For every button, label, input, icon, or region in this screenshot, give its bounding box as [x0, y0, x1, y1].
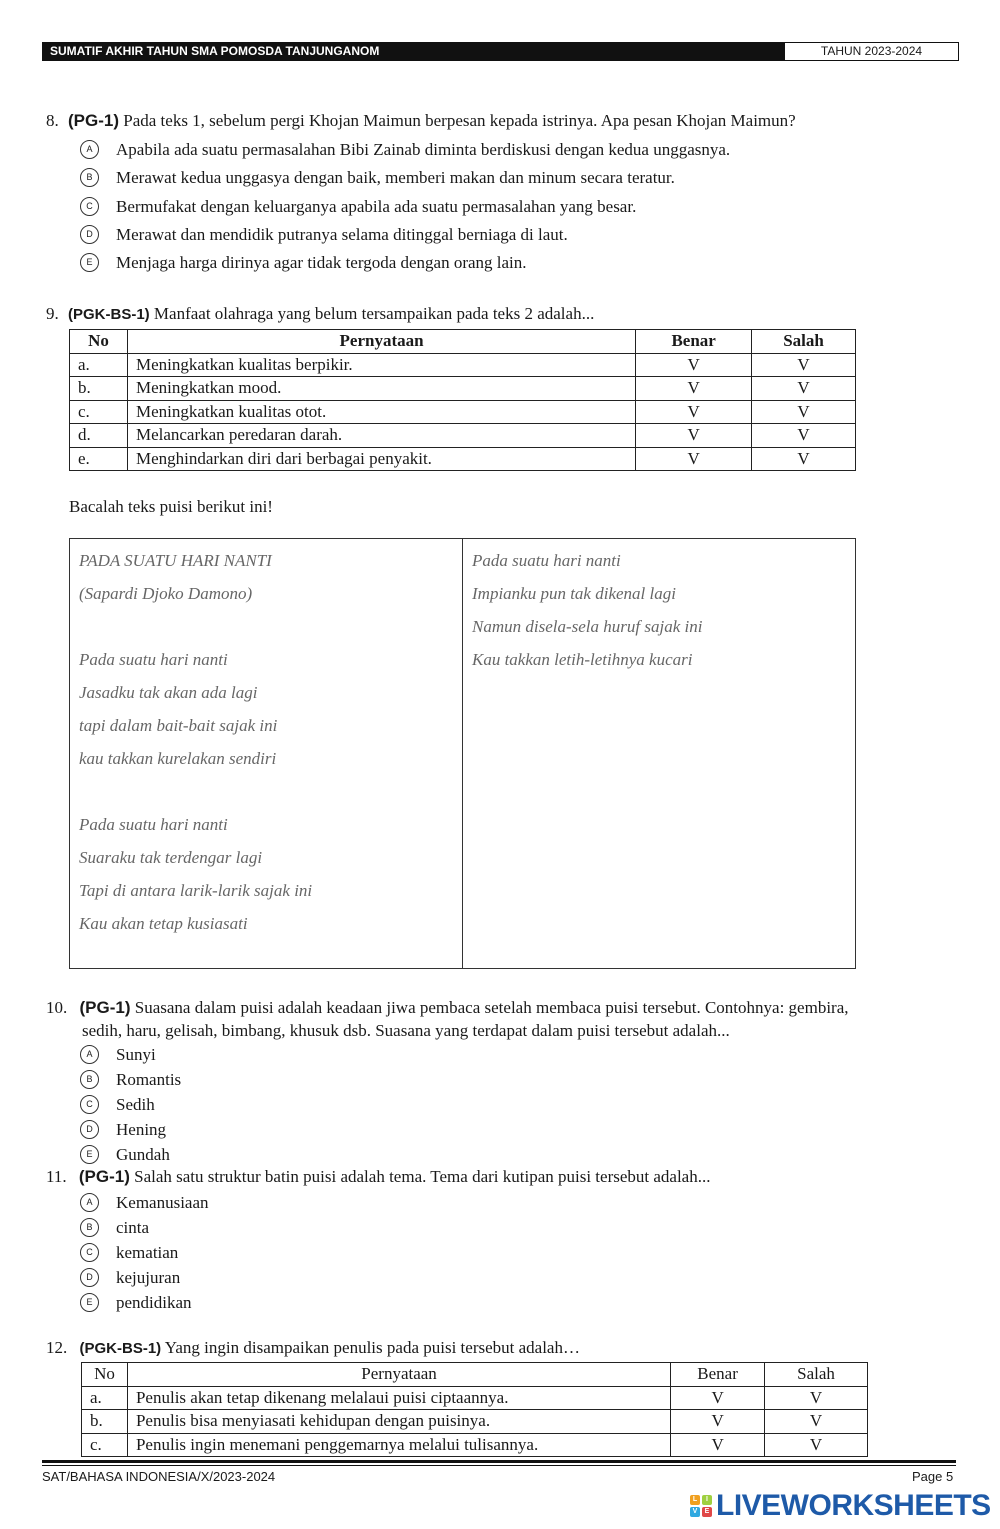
benar-checkbox[interactable]: V	[671, 1433, 765, 1457]
question-text-line2: sedih, haru, gelisah, bimbang, khusuk dsb. Suasana yang terdapat dalam puisi tersebut adalah...	[82, 1021, 730, 1040]
poem-line: Namun disela-sela huruf sajak ini	[472, 617, 703, 636]
question-tag: (PGK-BS-1)	[68, 306, 150, 323]
poem-line: (Sapardi Djoko Damono)	[79, 584, 253, 603]
poem-line: Kau akan tetap kusiasati	[79, 914, 248, 933]
option-b-text: Romantis	[116, 1070, 182, 1089]
option-c-radio[interactable]: C	[80, 1095, 99, 1114]
row-no: d.	[70, 424, 128, 448]
salah-checkbox[interactable]: V	[765, 1386, 868, 1410]
col-pernyataan: Pernyataan	[127, 1363, 670, 1387]
option-d-radio[interactable]: D	[80, 1268, 99, 1287]
table-header-row	[82, 1363, 868, 1387]
col-salah: Salah	[765, 1363, 868, 1387]
question-9	[46, 304, 594, 324]
poem-line: Pada suatu hari nanti	[472, 551, 621, 570]
q9-table	[69, 329, 856, 471]
salah-checkbox[interactable]: V	[752, 424, 856, 448]
col-benar: Benar	[671, 1363, 765, 1387]
col-salah: Salah	[752, 330, 856, 354]
question-12	[46, 1338, 580, 1358]
logo-text: LIVEWORKSHEETS	[716, 1489, 991, 1522]
footer-rule-thick	[42, 1460, 956, 1463]
option-a-text: Apabila ada suatu permasalahan Bibi Zainab diminta berdiskusi dengan kedua unggasnya.	[116, 140, 731, 159]
question-text-line1: Suasana dalam puisi adalah keadaan jiwa pembaca setelah membaca puisi tersebut. Contohnya: gembira,	[134, 998, 849, 1017]
row-statement: Penulis akan tetap dikenang melalaui puisi ciptaannya.	[127, 1386, 670, 1410]
option-e-text: pendidikan	[116, 1293, 192, 1312]
table-row	[70, 400, 856, 424]
table-row	[82, 1433, 868, 1457]
benar-checkbox[interactable]: V	[636, 377, 752, 401]
question-text: Salah satu struktur batin puisi adalah tema. Tema dari kutipan puisi tersebut adalah...	[134, 1167, 711, 1186]
logo-letter: V	[690, 1507, 700, 1517]
table-row	[70, 353, 856, 377]
table-row	[70, 424, 856, 448]
row-statement: Meningkatkan mood.	[127, 377, 635, 401]
poem-line: PADA SUATU HARI NANTI	[79, 551, 272, 570]
poem-line: Pada suatu hari nanti	[79, 650, 228, 669]
option-a-text: Kemanusiaan	[116, 1193, 209, 1212]
option-a-text: Sunyi	[116, 1045, 156, 1064]
logo-icon	[690, 1495, 712, 1517]
question-text: Yang ingin disampaikan penulis pada puisi tersebut adalah…	[164, 1338, 580, 1357]
col-pernyataan: Pernyataan	[127, 330, 635, 354]
liveworksheets-logo[interactable]	[690, 1488, 991, 1524]
question-number: 9.	[46, 304, 59, 323]
option-b-radio[interactable]: B	[80, 1070, 99, 1089]
salah-checkbox[interactable]: V	[752, 377, 856, 401]
table-row	[82, 1410, 868, 1434]
row-statement: Penulis ingin menemani penggemarnya melalui tulisannya.	[127, 1433, 670, 1457]
page-number: Page 5	[912, 1469, 954, 1484]
salah-checkbox[interactable]: V	[752, 353, 856, 377]
footer-code: SAT/BAHASA INDONESIA/X/2023-2024	[42, 1469, 276, 1484]
row-statement: Meningkatkan kualitas otot.	[127, 400, 635, 424]
question-text: Pada teks 1, sebelum pergi Khojan Maimun berpesan kepada istrinya. Apa pesan Khojan Maimun?	[123, 111, 796, 130]
logo-letter: L	[690, 1495, 700, 1505]
question-number: 10.	[46, 998, 68, 1017]
option-c-text: Sedih	[116, 1095, 155, 1114]
option-b-radio[interactable]: B	[80, 1218, 99, 1237]
option-e-radio[interactable]: E	[80, 1145, 99, 1164]
poem-line: Kau takkan letih-letihnya kucari	[472, 650, 693, 669]
option-d-text: kejujuran	[116, 1268, 181, 1287]
question-tag: (PGK-BS-1)	[79, 1340, 162, 1357]
option-c-text: Bermufakat dengan keluarganya apabila ada suatu permasalahan yang besar.	[116, 196, 637, 216]
row-no: b.	[82, 1410, 128, 1434]
poem-line: Tapi di antara larik-larik sajak ini	[79, 881, 313, 900]
question-10	[46, 998, 849, 1018]
row-statement: Menghindarkan diri dari berbagai penyakit.	[127, 447, 635, 471]
option-d-text: Hening	[116, 1120, 167, 1139]
poem-line: Suaraku tak terdengar lagi	[79, 848, 263, 867]
row-no: a.	[82, 1386, 128, 1410]
q12-table	[81, 1362, 868, 1457]
poem-instruction: Bacalah teks puisi berikut ini!	[69, 497, 273, 516]
row-no: c.	[70, 400, 128, 424]
footer-rule-thin	[42, 1465, 956, 1466]
benar-checkbox[interactable]: V	[636, 353, 752, 377]
option-e-text: Gundah	[116, 1145, 170, 1164]
benar-checkbox[interactable]: V	[636, 400, 752, 424]
col-no: No	[82, 1363, 128, 1387]
row-no: e.	[70, 447, 128, 471]
table-row	[70, 447, 856, 471]
benar-checkbox[interactable]: V	[636, 424, 752, 448]
option-d-radio[interactable]: D	[80, 225, 99, 244]
question-number: 8.	[46, 111, 59, 130]
option-d-text: Merawat dan mendidik putranya selama ditinggal berniaga di laut.	[116, 224, 568, 244]
salah-checkbox[interactable]: V	[752, 447, 856, 471]
poem-line: tapi dalam bait-bait sajak ini	[79, 716, 278, 735]
poem-line: kau takkan kurelakan sendiri	[79, 749, 277, 768]
benar-checkbox[interactable]: V	[671, 1410, 765, 1434]
option-e-radio[interactable]: E	[80, 253, 99, 272]
poem-line: Jasadku tak akan ada lagi	[79, 683, 258, 702]
question-number: 12.	[46, 1338, 68, 1357]
benar-checkbox[interactable]: V	[636, 447, 752, 471]
table-row	[82, 1386, 868, 1410]
logo-letter: E	[702, 1507, 712, 1517]
poem-divider	[462, 538, 463, 969]
row-no: b.	[70, 377, 128, 401]
col-no: No	[70, 330, 128, 354]
option-a-radio[interactable]: A	[80, 1193, 99, 1212]
option-b-radio[interactable]: B	[80, 168, 99, 187]
option-c-radio[interactable]: C	[80, 1243, 99, 1262]
option-c-text: kematian	[116, 1243, 179, 1262]
option-d-radio[interactable]: D	[80, 1120, 99, 1139]
row-no: a.	[70, 353, 128, 377]
row-statement: Penulis bisa menyiasati kehidupan dengan puisinya.	[127, 1410, 670, 1434]
row-statement: Melancarkan peredaran darah.	[127, 424, 635, 448]
header-title: SUMATIF AKHIR TAHUN SMA POMOSDA TANJUNGANOM	[42, 42, 784, 61]
salah-checkbox[interactable]: V	[752, 400, 856, 424]
question-tag: (PG-1)	[79, 998, 131, 1017]
salah-checkbox[interactable]: V	[765, 1433, 868, 1457]
col-benar: Benar	[636, 330, 752, 354]
benar-checkbox[interactable]: V	[671, 1386, 765, 1410]
question-text: Manfaat olahraga yang belum tersampaikan pada teks 2 adalah...	[153, 304, 595, 323]
question-8	[46, 111, 796, 131]
poem-line: Pada suatu hari nanti	[79, 815, 228, 834]
option-a-radio[interactable]: A	[80, 140, 99, 159]
option-b-text: Merawat kedua unggasya dengan baik, memberi makan dan minum secara teratur.	[116, 168, 675, 188]
question-tag: (PG-1)	[68, 111, 119, 130]
question-11	[46, 1167, 710, 1187]
header-year: TAHUN 2023-2024	[784, 42, 959, 61]
question-number: 11.	[46, 1167, 67, 1186]
table-row	[70, 377, 856, 401]
question-tag: (PG-1)	[78, 1167, 130, 1186]
option-c-radio[interactable]: C	[80, 197, 99, 216]
salah-checkbox[interactable]: V	[765, 1410, 868, 1434]
table-header-row	[70, 330, 856, 354]
option-e-text: Menjaga harga dirinya agar tidak tergoda dengan orang lain.	[116, 253, 527, 273]
row-statement: Meningkatkan kualitas berpikir.	[127, 353, 635, 377]
option-a-radio[interactable]: A	[80, 1045, 99, 1064]
row-no: c.	[82, 1433, 128, 1457]
option-e-radio[interactable]: E	[80, 1293, 99, 1312]
logo-letter: I	[702, 1495, 712, 1505]
option-b-text: cinta	[116, 1218, 150, 1237]
poem-line: Impianku pun tak dikenal lagi	[472, 584, 676, 603]
